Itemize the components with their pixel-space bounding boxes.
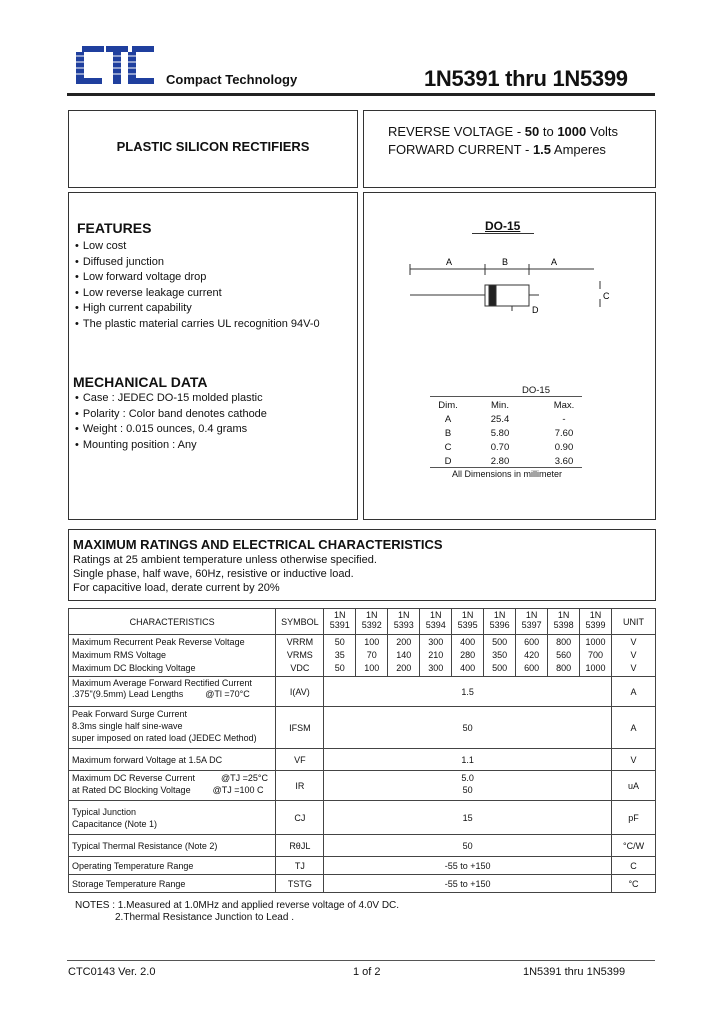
max-col-header: Max. <box>553 399 575 411</box>
vrms-value: 70 <box>366 650 377 660</box>
vrms-value: 210 <box>428 650 444 660</box>
feature-item: • Low reverse leakage current <box>75 286 320 302</box>
spec-box <box>363 110 656 188</box>
forward-current-symbol: I(AV) <box>276 677 324 707</box>
voltage-characteristics <box>69 635 276 677</box>
thermal-resistance-value: 50 <box>324 835 612 857</box>
dim-row <box>428 412 596 426</box>
company-name: Compact Technology <box>166 72 298 87</box>
header-part-prefix: 1N <box>366 610 378 620</box>
rv-unit: Volts <box>586 124 619 139</box>
capacitance-symbol: CJ <box>276 801 324 835</box>
header-part <box>324 609 356 635</box>
vdc-value: 400 <box>460 663 476 673</box>
vrms-value: 280 <box>460 650 476 660</box>
rv-to: to <box>539 124 558 139</box>
mechanical-heading: MECHANICAL DATA <box>73 374 208 390</box>
ratings-line-1: Ratings at 25 ambient temperature unless otherwise specified. <box>73 554 377 566</box>
voltage-values <box>388 635 420 677</box>
vrrm-value: 500 <box>492 637 508 647</box>
vrms-value: 350 <box>492 650 508 660</box>
voltage-values <box>548 635 580 677</box>
voltage-values <box>580 635 612 677</box>
header-part <box>484 609 516 635</box>
reverse-current-value-100: 50 <box>462 785 473 795</box>
reverse-current-characteristic <box>69 771 276 801</box>
char-line: Maximum Average Forward Rectified Current <box>72 678 252 688</box>
storage-temp-characteristic: Storage Temperature Range <box>69 875 276 893</box>
reverse-current-row <box>69 771 656 801</box>
forward-current-row <box>69 677 656 707</box>
char-line: Maximum DC Reverse Current <box>72 773 196 783</box>
char-line: Peak Forward Surge Current <box>72 709 188 719</box>
feature-item: • Diffused junction <box>75 255 320 271</box>
forward-voltage-value: 1.1 <box>324 749 612 771</box>
surge-current-row <box>69 707 656 749</box>
vdc-symbol: VDC <box>290 663 310 673</box>
product-title-box <box>68 110 358 188</box>
forward-current-unit: A <box>612 677 656 707</box>
vrms-unit: V <box>630 650 637 660</box>
vdc-value: 50 <box>334 663 345 673</box>
thermal-resistance-unit: °C/W <box>612 835 656 857</box>
min-cell: 2.80 <box>490 455 510 467</box>
char-line: .375"(9.5mm) Lead Lengths <box>72 689 184 699</box>
fc-label: FORWARD CURRENT - <box>388 142 533 157</box>
vdc-value: 1000 <box>585 663 606 673</box>
dim-cell: D <box>444 455 452 467</box>
footer-doc-id: CTC0143 Ver. 2.0 <box>68 966 156 978</box>
ratings-line-3: For capacitive load, derate current by 20% <box>73 582 280 594</box>
dim-row <box>428 426 596 440</box>
vdc-value: 300 <box>428 663 444 673</box>
ratings-line-2: Single phase, half wave, 60Hz, resistive or inductive load. <box>73 568 354 580</box>
header-part <box>356 609 388 635</box>
header-symbol: SYMBOL <box>276 609 324 635</box>
dim-cell: B <box>444 427 452 439</box>
vrms-value: 35 <box>334 650 345 660</box>
storage-temp-row <box>69 875 656 893</box>
char-condition: @TJ =25°C <box>221 773 269 783</box>
dim-table-title: DO-15 <box>522 385 550 396</box>
dim-label-a-left: A <box>446 257 453 267</box>
header-part <box>580 609 612 635</box>
dim-cell: C <box>444 441 452 453</box>
header-part-number: 5396 <box>489 620 510 630</box>
voltage-values <box>356 635 388 677</box>
vdc-value: 800 <box>556 663 572 673</box>
vrrm-unit: V <box>630 637 637 647</box>
header-part-prefix: 1N <box>397 610 410 620</box>
storage-temp-symbol: TSTG <box>276 875 324 893</box>
feature-item: • High current capability <box>75 301 320 317</box>
max-cell: - <box>562 413 566 425</box>
feature-item: • Low cost <box>75 239 320 255</box>
forward-voltage-unit: V <box>612 749 656 771</box>
min-col-header: Min. <box>491 399 509 411</box>
header-part-prefix: 1N <box>525 610 538 620</box>
vrrm-value: 300 <box>428 637 444 647</box>
header-part-number: 5391 <box>329 620 350 630</box>
vrrm-value: 50 <box>334 637 345 647</box>
dim-label-d: D <box>532 305 539 315</box>
vdc-unit: V <box>630 663 637 673</box>
electrical-characteristics-table <box>68 608 656 893</box>
table-header-row <box>69 609 656 635</box>
diode-outline-drawing <box>404 251 624 321</box>
header-part-number: 5392 <box>361 620 382 630</box>
header-part-number: 5393 <box>393 620 414 630</box>
header-part <box>452 609 484 635</box>
vrrm-value: 600 <box>524 637 540 647</box>
operating-temp-row <box>69 857 656 875</box>
vrrm-symbol: VRRM <box>286 637 314 647</box>
capacitance-row <box>69 801 656 835</box>
header-rule <box>67 93 655 96</box>
voltage-values <box>452 635 484 677</box>
package-name-rule <box>472 233 534 234</box>
dim-footnote: All Dimensions in millimeter <box>452 469 563 479</box>
footer-page-number: 1 of 2 <box>353 966 381 978</box>
package-box <box>363 192 656 520</box>
thermal-resistance-row <box>69 835 656 857</box>
storage-temp-unit: °C <box>612 875 656 893</box>
mechanical-item: • Mounting position : Any <box>75 438 267 454</box>
reverse-current-symbol: IR <box>276 771 324 801</box>
mechanical-item: • Weight : 0.015 ounces, 0.4 grams <box>75 422 267 438</box>
vdc-value: 200 <box>396 663 412 673</box>
header-part-prefix: 1N <box>589 610 602 620</box>
vrrm-value: 1000 <box>585 637 606 647</box>
char-line: super imposed on rated load (JEDEC Method) <box>72 733 257 743</box>
header-part-prefix: 1N <box>493 610 506 620</box>
feature-item: • The plastic material carries UL recognition 94V-0 <box>75 317 320 333</box>
capacitance-value: 15 <box>324 801 612 835</box>
vrms-value: 700 <box>588 650 604 660</box>
max-cell: 7.60 <box>554 427 574 439</box>
rv-max: 1000 <box>557 124 587 139</box>
header-part <box>420 609 452 635</box>
feature-item: • Low forward voltage drop <box>75 270 320 286</box>
footer-rule <box>67 960 655 961</box>
min-cell: 0.70 <box>490 441 510 453</box>
operating-temp-symbol: TJ <box>276 857 324 875</box>
reverse-current-values <box>324 771 612 801</box>
max-cell: 3.60 <box>554 455 574 467</box>
vdc-value: 600 <box>524 663 540 673</box>
min-cell: 25.4 <box>490 413 510 425</box>
fc-value: 1.5 <box>532 142 552 157</box>
forward-current-value: 1.5 <box>324 677 612 707</box>
reverse-current-unit: uA <box>612 771 656 801</box>
forward-voltage-symbol: VF <box>276 749 324 771</box>
min-cell: 5.80 <box>490 427 510 439</box>
dimension-table <box>428 398 596 468</box>
vrrm-value: 800 <box>556 637 572 647</box>
vdc-value: 100 <box>364 663 380 673</box>
voltage-values <box>516 635 548 677</box>
voltage-values <box>324 635 356 677</box>
vrrm-label: Maximum Recurrent Peak Reverse Voltage <box>72 637 245 647</box>
vrrm-value: 400 <box>460 637 476 647</box>
max-cell: 0.90 <box>554 441 574 453</box>
forward-voltage-characteristic: Maximum forward Voltage at 1.5A DC <box>69 749 276 771</box>
vrms-value: 560 <box>556 650 572 660</box>
header-part <box>516 609 548 635</box>
voltage-symbols <box>276 635 324 677</box>
dim-row <box>428 440 596 454</box>
ratings-box <box>68 529 656 601</box>
surge-current-symbol: IFSM <box>276 707 324 749</box>
header-unit: UNIT <box>612 609 656 635</box>
rv-min: 50 <box>524 124 540 139</box>
footer-part-range: 1N5391 thru 1N5399 <box>523 966 626 978</box>
features-box <box>68 192 358 520</box>
header-part-number: 5399 <box>585 620 606 630</box>
dim-row <box>428 454 596 468</box>
dim-label-c: C <box>603 291 610 301</box>
storage-temp-value: -55 to +150 <box>324 875 612 893</box>
spec-lines <box>388 123 618 159</box>
features-heading: FEATURES <box>77 220 152 236</box>
char-condition: @TJ =100 C <box>212 785 264 795</box>
char-line: 8.3ms single half sine-wave <box>72 721 183 731</box>
voltage-values <box>484 635 516 677</box>
vrrm-value: 100 <box>364 637 380 647</box>
dim-label-a-right: A <box>551 257 558 267</box>
header-part <box>388 609 420 635</box>
dim-table-rule-bottom <box>430 467 582 468</box>
char-line: Capacitance (Note 1) <box>72 818 158 829</box>
mechanical-item: • Case : JEDEC DO-15 molded plastic <box>75 391 267 407</box>
dim-table-rule-top <box>430 396 582 397</box>
dim-label-b: B <box>502 257 509 267</box>
capacitance-unit: pF <box>612 801 656 835</box>
capacitance-characteristic <box>69 801 276 835</box>
operating-temp-unit: C <box>612 857 656 875</box>
vdc-label: Maximum DC Blocking Voltage <box>72 663 196 673</box>
vrms-value: 140 <box>396 650 412 660</box>
part-range-title: 1N5391 thru 1N5399 <box>424 66 628 91</box>
reverse-current-value-25: 5.0 <box>461 773 474 783</box>
surge-current-unit: A <box>612 707 656 749</box>
ctc-logo <box>72 44 158 86</box>
features-list <box>75 239 320 333</box>
operating-temp-characteristic: Operating Temperature Range <box>69 857 276 875</box>
vrms-symbol: VRMS <box>286 650 313 660</box>
header-part-prefix: 1N <box>461 610 474 620</box>
voltage-ratings-row <box>69 635 656 677</box>
forward-voltage-row <box>69 749 656 771</box>
vrms-value: 420 <box>524 650 540 660</box>
header-part-prefix: 1N <box>334 610 346 620</box>
header-part-number: 5395 <box>457 620 478 630</box>
surge-current-characteristic <box>69 707 276 749</box>
note-line-1: NOTES : 1.Measured at 1.0MHz and applied reverse voltage of 4.0V DC. <box>75 900 400 911</box>
header-part-number: 5397 <box>521 620 542 630</box>
mechanical-list <box>75 391 267 453</box>
thermal-resistance-symbol: RθJL <box>276 835 324 857</box>
dim-col-header: Dim. <box>438 399 458 411</box>
voltage-units <box>612 635 656 677</box>
thermal-resistance-characteristic: Typical Thermal Resistance (Note 2) <box>69 835 276 857</box>
note-line-2: 2.Thermal Resistance Junction to Lead . <box>115 912 294 923</box>
fc-unit: Amperes <box>551 142 606 157</box>
dim-cell: A <box>444 413 452 425</box>
product-title: PLASTIC SILICON RECTIFIERS <box>116 139 310 154</box>
header-part-number: 5394 <box>425 620 446 630</box>
notes-block <box>75 900 399 924</box>
dim-header-row <box>428 398 596 412</box>
char-condition: @Tl =70°C <box>205 689 250 699</box>
char-line: Typical Junction <box>72 806 137 817</box>
vdc-value: 500 <box>492 663 508 673</box>
rv-label: REVERSE VOLTAGE - <box>388 124 525 139</box>
header-part-number: 5398 <box>553 620 574 630</box>
voltage-values <box>420 635 452 677</box>
vrms-label: Maximum RMS Voltage <box>72 650 167 660</box>
header-part-prefix: 1N <box>429 610 442 620</box>
mechanical-item: • Polarity : Color band denotes cathode <box>75 407 267 423</box>
ratings-heading: MAXIMUM RATINGS AND ELECTRICAL CHARACTERISTICS <box>73 537 443 552</box>
surge-current-value: 50 <box>324 707 612 749</box>
char-line: at Rated DC Blocking Voltage <box>72 785 191 795</box>
header-part-prefix: 1N <box>557 610 570 620</box>
operating-temp-value: -55 to +150 <box>324 857 612 875</box>
package-name: DO-15 <box>485 219 521 233</box>
forward-current-characteristic <box>69 677 276 707</box>
vrrm-value: 200 <box>396 637 412 647</box>
header-characteristics: CHARACTERISTICS <box>69 609 276 635</box>
header-part <box>548 609 580 635</box>
